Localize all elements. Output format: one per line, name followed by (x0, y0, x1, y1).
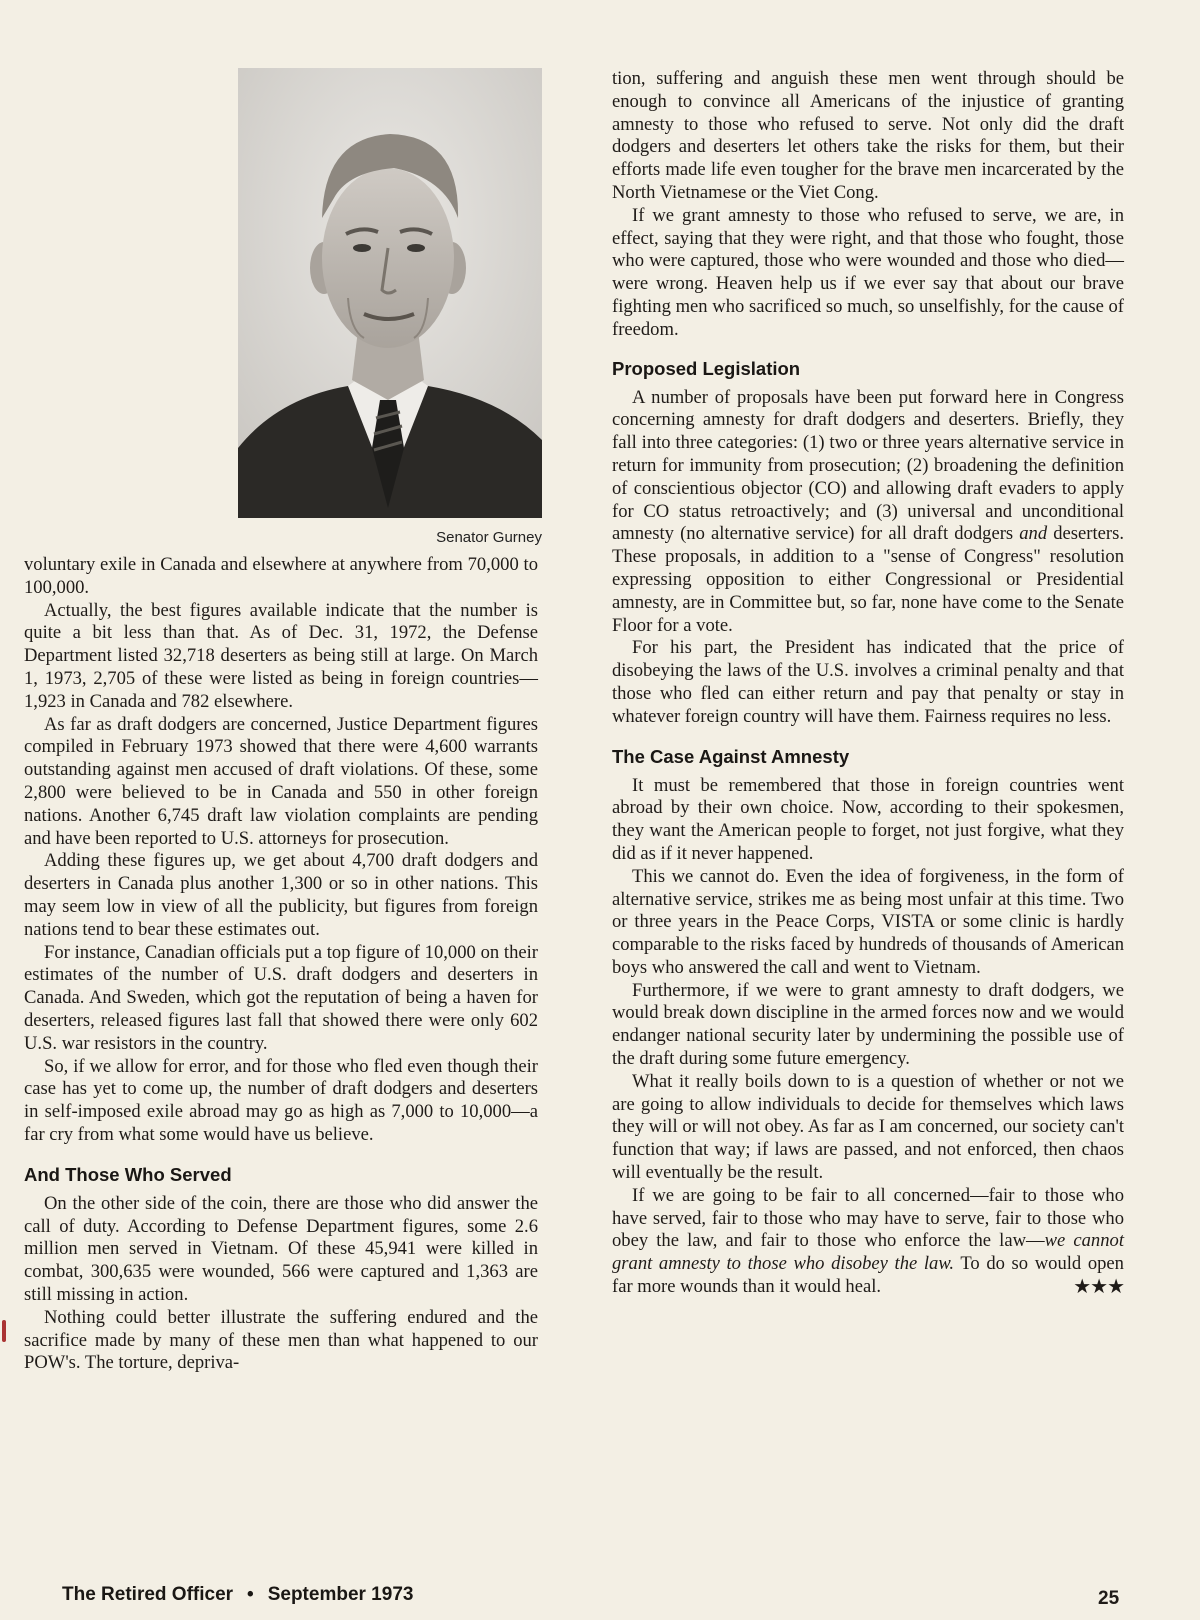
body-paragraph: For instance, Canadian officials put a top figure of 10,000 on their estimates of the number of U.S. draft dodgers and deserters in Canada. And Sweden, which got the reputation of being a haven for deserters, released figures last fall that showed there were only 602 U.S. war resistors in the country. (24, 941, 538, 1054)
footer-bullet: • (247, 1584, 254, 1605)
body-paragraph: tion, suffering and anguish these men went through should be enough to convince all Americans of the injustice of granting amnesty to those who refused to serve. Not only did the draft dodgers and deserters let others take the risks for them, but their efforts made life even tougher for the brave men incarcerated by the North Vietnamese or the Viet Cong. (612, 68, 1124, 203)
text-run: A number of proposals have been put forward here in Congress concerning amnesty for draft dodgers and deserters. Briefly, they fall into three categories: (1) two or three years alternative service in return for immunity from prosecution; (2) broadening the definition of conscientious objector (CO) and allowing draft evaders to apply for CO status retroactively; and (3) universal and unconditional amnesty (no alternative service) for all draft dodgers (612, 386, 1124, 545)
section-heading: And Those Who Served (24, 1163, 232, 1185)
body-paragraph: voluntary exile in Canada and elsewhere at anywhere from 70,000 to 100,000. (24, 554, 538, 598)
body-paragraph: For his part, the President has indicated that the price of disobeying the laws of the U.S. involves a criminal penalty and that those who fled can either return and pay that penalty or stay in whatever foreign country will have them. Fairness requires no less. (612, 637, 1124, 727)
body-paragraph (612, 1185, 1124, 1299)
body-paragraph: Actually, the best figures available indicate that the number is quite a bit less than that. As of Dec. 31, 1972, the Defense Department listed 32,718 deserters as being still at large. On March 1, 1973, 2,705 of these were listed as being in foreign countries—1,923 in Canada and 782 elsewhere. (24, 599, 538, 712)
body-paragraph: Nothing could better illustrate the suffering endured and the sacrifice made by many of these men than what happened to our POW's. The torture, depriva- (24, 1306, 538, 1374)
text-run: To do so would open far more wounds than it would heal. (612, 1253, 1124, 1298)
text-run: If we are going to be fair to all concerned—fair to those who have served, fair to those who may have to serve, fair to those who obey the law, and fair to those who enforce the law— (612, 1184, 1124, 1252)
body-paragraph: This we cannot do. Even the idea of forgiveness, in the form of alternative service, strikes me as being most unfair at this time. Two or three years in the Peace Corps, VISTA or some clinic is hardly comparable to the risks faced by hundreds of thousands of American boys who answered the call and went to Vietnam. (612, 865, 1124, 978)
text-run: deserters. These proposals, in addition to a "sense of Congress" resolution expressing opposition to either Congressional or Presidential amnesty, are in Committee but, so far, none have come to the Senate Floor for a vote. (612, 523, 1124, 636)
margin-mark (2, 1320, 6, 1342)
section-heading: The Case Against Amnesty (612, 745, 850, 767)
body-paragraph: Furthermore, if we were to grant amnesty to draft dodgers, we would break down discipline in the armed forces now and we would endanger national security later by undermining the possible use of the draft during some future emergency. (612, 979, 1124, 1070)
body-paragraph: It must be remembered that those in foreign countries went abroad by their own choice. Now, according to their spokesmen, they want the American people to forget, not just forgive, what they did as if it never happened. (612, 774, 1124, 864)
emphasis-text: we cannot grant amnesty to those who disobey the law. (612, 1230, 1124, 1275)
body-paragraph: If we grant amnesty to those who refused to serve, we are, in effect, saying that they were right, and that those who fought, those who were captured, those who were wounded and those who died—were wrong. Heaven help us if we ever say that about our brave fighting men who sacrificed so much, so unselfishly, for the cause of freedom. (612, 204, 1124, 340)
body-paragraph: So, if we allow for error, and for those who fled even though their case has yet to come up, the number of draft dodgers and deserters in self-imposed exile abroad may go as high as 7,000 to 10,000—a far cry from what some would have us believe. (24, 1055, 538, 1145)
page-number: 25 (1098, 1588, 1120, 1609)
body-paragraph: As far as draft dodgers are concerned, Justice Department figures compiled in February 1973 showed that there were 4,600 warrants outstanding against men accused of draft violations. Of these, some 2,800 were believed to be in Canada and 550 in other foreign nations. Another 6,745 draft law violation complaints are pending and have been reported to U.S. attorneys for prosecution. (24, 713, 538, 849)
body-paragraph: What it really boils down to is a question of whether or not we are going to allow individuals to decide for themselves which laws they will or will not obey. As far as I am concerned, our society can't function that way; if laws are passed, and not enforced, then chaos will eventually be the result. (612, 1070, 1124, 1184)
portrait-photo (238, 68, 542, 518)
issue-date: September 1973 (267, 1584, 414, 1605)
photo-caption: Senator Gurney (436, 529, 542, 546)
page-footer (62, 1584, 413, 1606)
end-stars-icon: ★★★ (1073, 1276, 1124, 1299)
section-heading: Proposed Legislation (612, 357, 801, 379)
portrait-figure (238, 68, 542, 546)
body-paragraph: On the other side of the coin, there are those who did answer the call of duty. According to Defense Department figures, some 2.6 million men served in Vietnam. Of these 45,941 were killed in combat, 300,635 were wounded, 566 were captured and 1,363 are still missing in action. (24, 1192, 538, 1305)
left-column (24, 68, 542, 1375)
emphasis-text: and (1019, 523, 1048, 545)
body-paragraph (612, 387, 1124, 638)
right-column (612, 68, 1124, 1299)
publication-name: The Retired Officer (62, 1584, 234, 1605)
body-paragraph: Adding these figures up, we get about 4,700 draft dodgers and deserters in Canada plus another 1,300 or so in other nations. This may seem low in view of all the publicity, but figures from foreign nations tend to bear these estimates out. (24, 850, 538, 940)
